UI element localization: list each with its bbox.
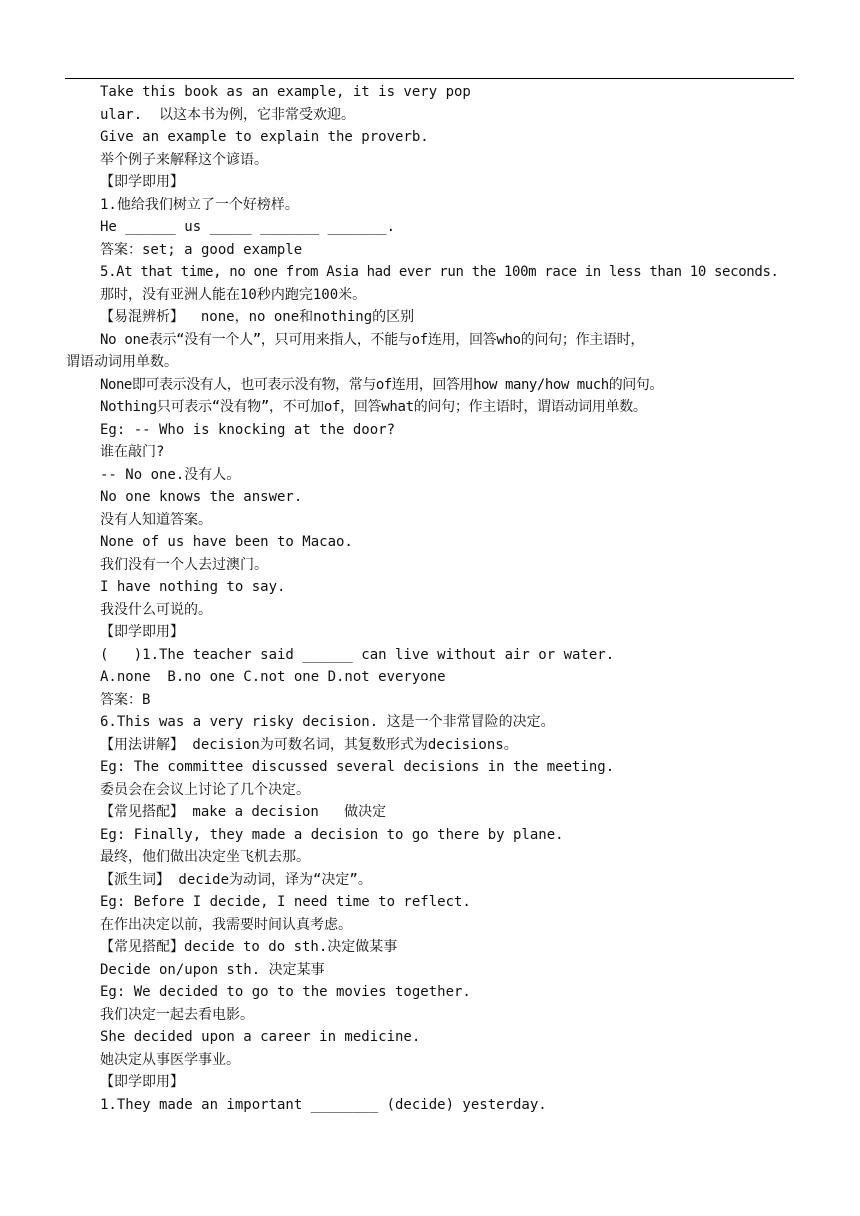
section-heading: 【派生词】 decide为动词，译为“决定”。: [100, 871, 372, 888]
section-heading: 【即学即用】: [100, 1074, 184, 1090]
text-line: Eg: The committee discussed several decisions in the meeting.: [100, 759, 615, 775]
text-line: No one knows the answer.: [100, 489, 303, 505]
section-heading: 【即学即用】: [100, 174, 184, 190]
text-line: Nothing只可表示“没有物”，不可加of，回答what的问句；作主语时，谓语动词用单数。: [100, 399, 647, 415]
text-line: Eg: -- Who is knocking at the door?: [100, 421, 396, 438]
text-line: 我没什么可说的。: [100, 601, 212, 618]
text-line: I have nothing to say.: [100, 579, 286, 595]
text-line: Decide on/upon sth. 决定某事: [100, 961, 325, 978]
text-line: ular. 以这本书为例，它非常受欢迎。: [100, 106, 356, 123]
text-line: Eg: We decided to go to the movies together.: [100, 984, 471, 1000]
header-rule: [65, 78, 794, 79]
document-body: [66, 81, 796, 1116]
exercise-question: ( )1.The teacher said ______ can live without air or water.: [100, 646, 615, 663]
answer-line: 答案：B: [100, 691, 151, 708]
text-line: Take this book as an example, it is very pop: [100, 84, 471, 100]
text-line: 她决定从事医学事业。: [100, 1051, 240, 1068]
text-line: 我们没有一个人去过澳门。: [100, 556, 268, 573]
section-heading: 【常见搭配】 make a decision 做决定: [100, 804, 387, 820]
text-line: None of us have been to Macao.: [100, 534, 353, 550]
text-line: 委员会在会议上讨论了几个决定。: [100, 781, 310, 798]
text-line: Eg: Before I decide, I need time to reflect.: [100, 894, 471, 910]
text-line: Give an example to explain the proverb.: [100, 129, 429, 145]
text-line: 5.At that time, no one from Asia had ever run the 100m race in less than 10 seconds.: [100, 264, 779, 280]
text-line: 举个例子来解释这个谚语。: [100, 151, 268, 168]
section-heading: 【常见搭配】decide to do sth.决定做某事: [100, 939, 398, 955]
section-heading: 【用法讲解】 decision为可数名词，其复数形式为decisions。: [100, 736, 518, 753]
text-line: 谓语动词用单数。: [66, 354, 178, 370]
text-line: -- No one.没有人。: [100, 466, 241, 483]
section-heading: 【即学即用】: [100, 624, 184, 640]
text-line: 在作出决定以前，我需要时间认真考虑。: [100, 916, 352, 933]
text-line: No one表示“没有一个人”，只可用来指人，不能与of连用，回答who的问句；作主语时，: [100, 331, 645, 348]
text-line: 没有人知道答案。: [100, 511, 212, 528]
exercise-blank: He ______ us _____ _______ _______.: [100, 219, 396, 235]
text-line: None即可表示没有人，也可表示没有物，常与of连用，回答用how many/how much的问句。: [100, 376, 663, 393]
text-line: She decided upon a career in medicine.: [100, 1029, 421, 1045]
text-line: 最终，他们做出决定坐飞机去那。: [100, 849, 310, 865]
text-line: 那时，没有亚洲人能在10秒内跑完100米。: [100, 286, 367, 303]
exercise-options: A.none B.no one C.not one D.not everyone: [100, 669, 446, 685]
answer-line: 答案：set; a good example: [100, 241, 303, 258]
text-line: 1.他给我们树立了一个好榜样。: [100, 196, 299, 213]
exercise-question: 1.They made an important ________ (decide) yesterday.: [100, 1096, 547, 1113]
text-line: 6.This was a very risky decision. 这是一个非常冒险的决定。: [100, 714, 555, 730]
text-line: Eg: Finally, they made a decision to go there by plane.: [100, 826, 564, 843]
section-heading: 【易混辨析】 none，no one和nothing的区别: [100, 309, 415, 325]
text-line: 谁在敲门?: [100, 444, 165, 460]
text-line: 我们决定一起去看电影。: [100, 1006, 254, 1023]
